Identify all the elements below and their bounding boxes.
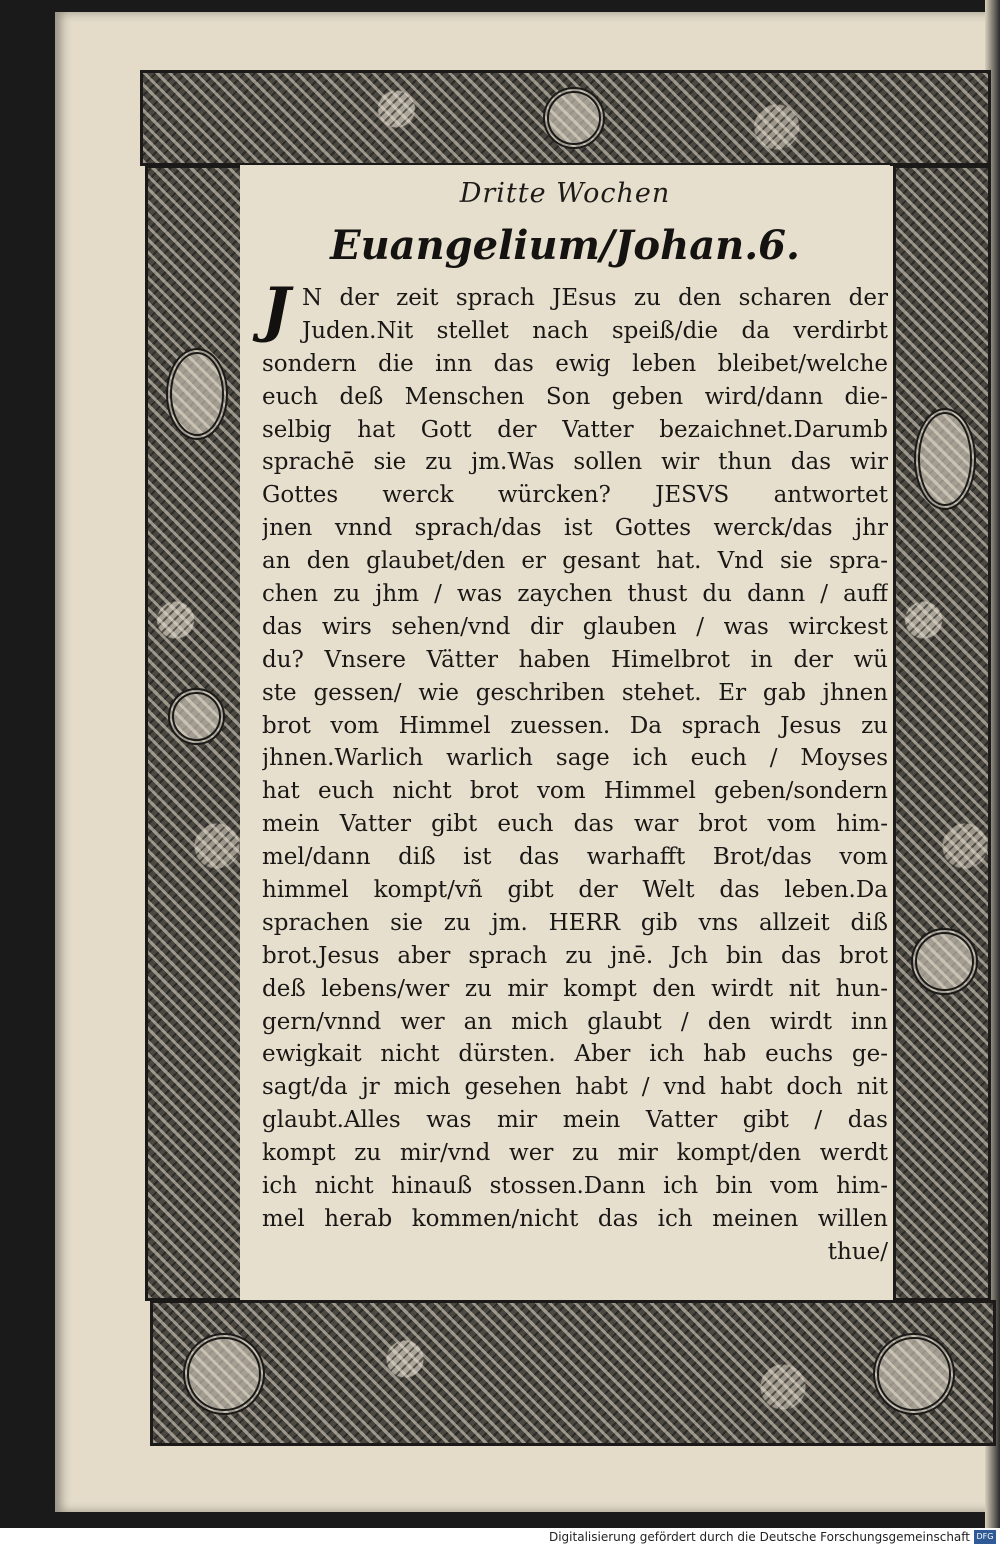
text-line: ich nicht hinauß stossen.Dann ich bin vom him- (262, 1173, 888, 1200)
text-line: das wirs sehen/vnd dir glauben / was wirckest (262, 613, 888, 640)
page-title: Euangelium/Johan.6. (330, 222, 800, 269)
catchword: thue/ (827, 1238, 888, 1265)
woodcut-border-top (140, 70, 991, 166)
text-line: brot vom Himmel zuessen. Da sprach Jesus zu (262, 712, 888, 739)
text-line: sprachē sie zu jm.Was sollen wir thun das wir (262, 449, 888, 476)
text-line: gern/vnnd wer an mich glaubt / den wirdt inn (262, 1008, 888, 1035)
woodcut-border-right (893, 165, 991, 1301)
text-line: an den glaubet/den er gesant hat. Vnd sie spra- (262, 548, 888, 575)
text-line: euch deß Menschen Son geben wird/dann die- (262, 383, 888, 410)
border-ornament (873, 1333, 955, 1415)
text-line: ste gessen/ wie geschriben stehet. Er gab jhnen (262, 679, 888, 706)
body-text (262, 275, 888, 1269)
text-line: du? Vnsere Vätter haben Himelbrot in der wü (262, 646, 888, 673)
woodcut-border-left (145, 165, 243, 1301)
text-line: hat euch nicht brot vom Himmel geben/sondern (262, 778, 888, 805)
text-line: mel herab kommen/nicht das ich meinen willen (262, 1205, 888, 1232)
text-line: deß lebens/wer zu mir kompt den wirdt nit hun- (262, 975, 888, 1002)
text-line: kompt zu mir/vnd wer zu mir kompt/den werdt (262, 1140, 888, 1167)
border-ornament (166, 348, 228, 440)
text-line: N der zeit sprach JEsus zu den scharen der (302, 285, 888, 311)
border-ornament (543, 87, 605, 149)
dfg-logo: DFG (974, 1530, 996, 1544)
text-line: jnen vnnd sprach/das ist Gottes werck/das jhr (262, 515, 888, 542)
border-ornament (911, 928, 978, 995)
text-line: sprachen sie zu jm. HERR gib vns allzeit diß (262, 909, 888, 936)
funding-credit: Digitalisierung gefördert durch die Deutsche Forschungsgemeinschaft (548, 1530, 970, 1544)
border-ornament (183, 1333, 265, 1415)
text-line: mel/dann diß ist das warhafft Brot/das vom (262, 844, 888, 871)
text-line: jhnen.Warlich warlich sage ich euch / Moyses (262, 745, 888, 772)
text-line: ewigkait nicht dürsten. Aber ich hab euchs ge- (262, 1041, 888, 1068)
text-line: himmel kompt/vñ gibt der Welt das leben.Da (262, 877, 888, 904)
footer-bar (0, 1528, 1000, 1548)
border-ornament (914, 408, 976, 510)
text-line: sagt/da jr mich gesehen habt / vnd habt doch nit (262, 1074, 888, 1101)
drop-initial: J (262, 275, 291, 345)
text-line: mein Vatter gibt euch das war brot vom him- (262, 811, 888, 838)
woodcut-border-bottom (150, 1300, 996, 1446)
text-line: chen zu jhm / was zaychen thust du dann / auff (262, 581, 888, 608)
text-line: sondern die inn das ewig leben bleibet/welche (262, 350, 888, 377)
text-line: glaubt.Alles was mir mein Vatter gibt / das (262, 1107, 888, 1134)
text-line: brot.Jesus aber sprach zu jnē. Jch bin das brot (262, 942, 888, 969)
border-ornament (168, 688, 225, 745)
text-line: Juden.Nit stellet nach speiß/die da verdirbt (302, 317, 888, 344)
running-head: Dritte Wochen (459, 178, 671, 209)
text-line: Gottes werck würcken? JESVS antwortet (262, 482, 888, 509)
text-line: selbig hat Gott der Vatter bezaichnet.Darumb (262, 416, 888, 443)
